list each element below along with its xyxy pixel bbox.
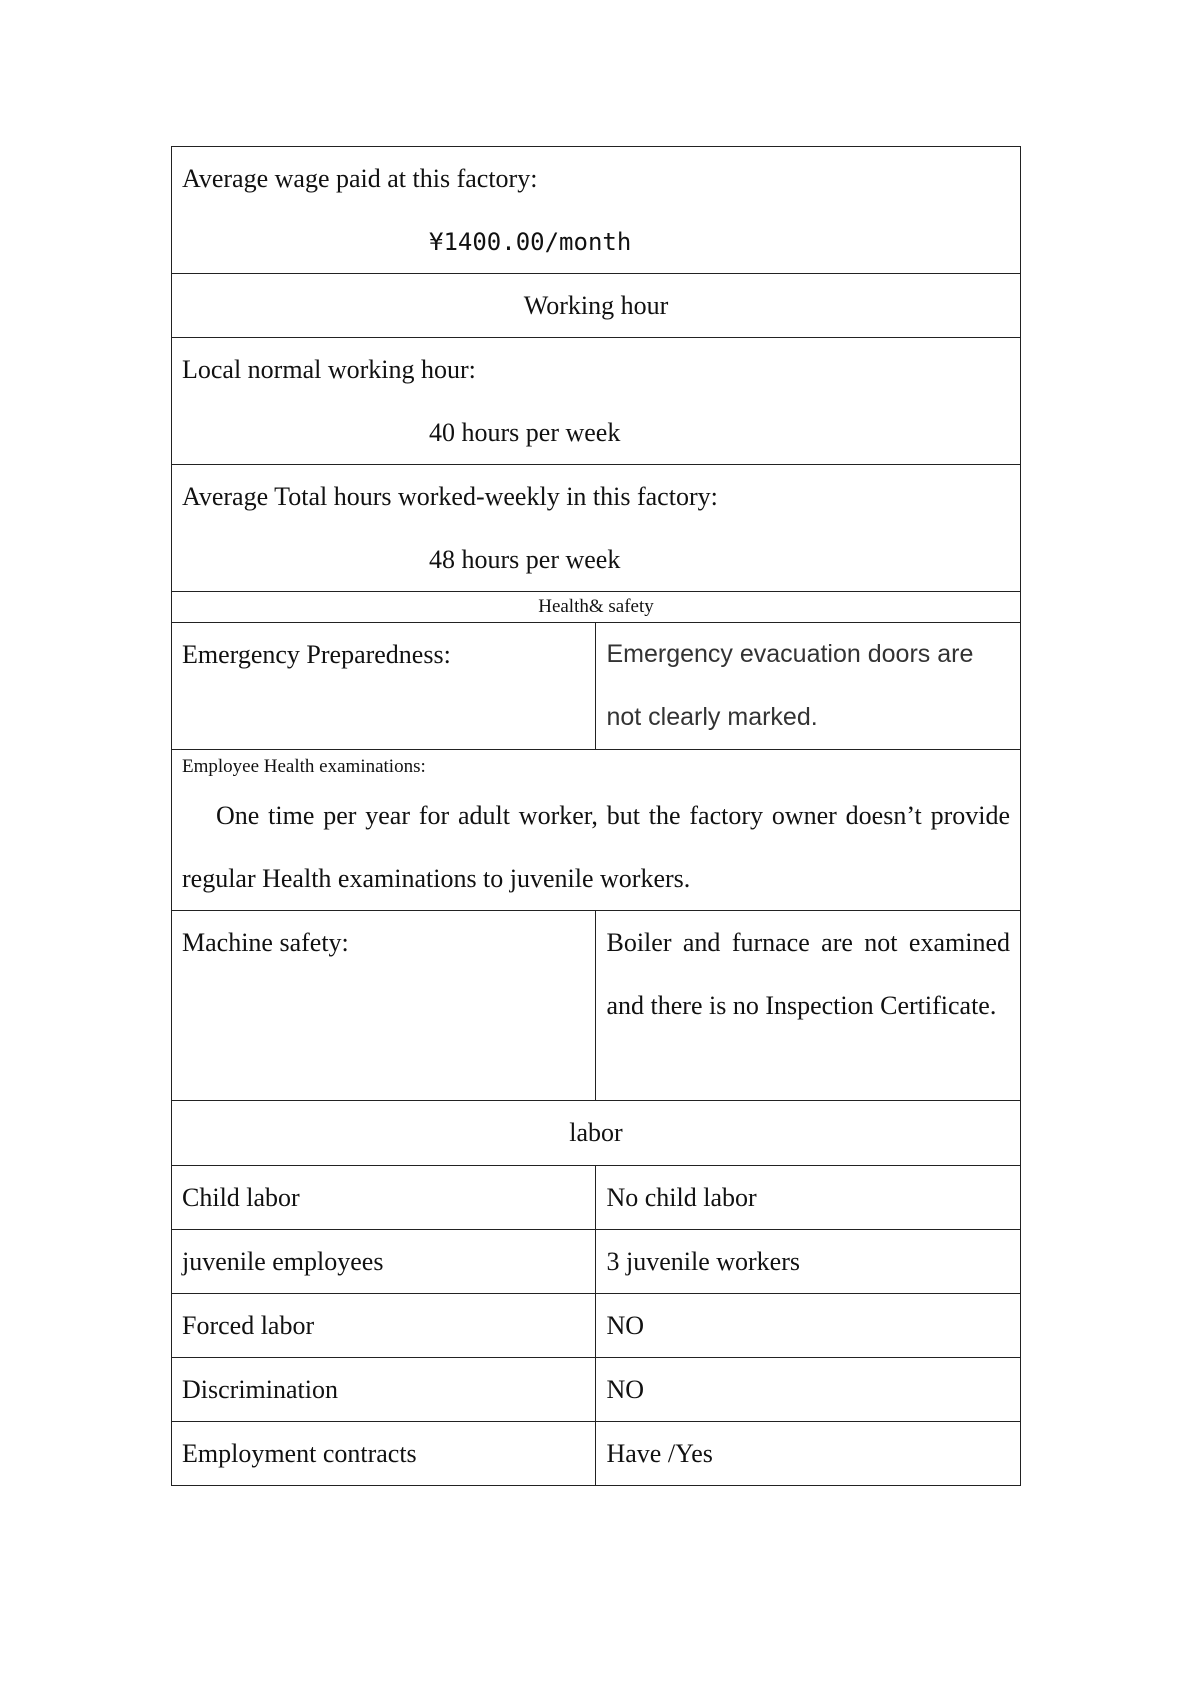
working-hour-heading-row: [172, 274, 1021, 338]
local-hours-label: Local normal working hour:: [182, 355, 476, 384]
machine-safety-value: Boiler and furnace are not examined and there is no Inspection Certificate.: [596, 911, 1021, 1101]
labor-row-contracts: [172, 1422, 1021, 1486]
total-hours-value: 48 hours per week: [429, 545, 621, 574]
labor-row-juvenile: [172, 1230, 1021, 1294]
labor-label-child: Child labor: [172, 1166, 596, 1230]
health-safety-heading-row: [172, 592, 1021, 623]
wage-row: [172, 147, 1021, 274]
labor-row-child: [172, 1166, 1021, 1230]
factory-assessment-table-container: [171, 146, 1021, 1486]
labor-label-contracts: Employment contracts: [172, 1422, 596, 1486]
labor-value-child: No child labor: [596, 1166, 1021, 1230]
labor-value-discrimination: NO: [596, 1358, 1021, 1422]
factory-assessment-table: [171, 146, 1021, 1486]
working-hour-heading: Working hour: [172, 274, 1021, 338]
machine-safety-row: [172, 911, 1021, 1101]
emergency-value: Emergency evacuation doors are not clearly marked.: [596, 623, 1021, 750]
wage-label: Average wage paid at this factory:: [182, 164, 538, 193]
health-exam-cell: [172, 750, 1021, 911]
labor-label-juvenile: juvenile employees: [172, 1230, 596, 1294]
health-exam-label: Employee Health examinations:: [182, 756, 426, 777]
total-hours-row: [172, 465, 1021, 592]
total-hours-label: Average Total hours worked-weekly in this factory:: [182, 482, 718, 511]
labor-row-discrimination: [172, 1358, 1021, 1422]
labor-label-forced: Forced labor: [172, 1294, 596, 1358]
health-safety-heading: Health& safety: [172, 592, 1021, 623]
local-hours-cell: [172, 338, 1021, 465]
labor-value-contracts: Have /Yes: [596, 1422, 1021, 1486]
health-exam-row: [172, 750, 1021, 911]
total-hours-cell: [172, 465, 1021, 592]
local-hours-row: [172, 338, 1021, 465]
emergency-row: [172, 623, 1021, 750]
labor-value-juvenile: 3 juvenile workers: [596, 1230, 1021, 1294]
emergency-label: Emergency Preparedness:: [172, 623, 596, 750]
health-exam-value: One time per year for adult worker, but the factory owner doesn’t provide regular Health examinations to juvenile workers.: [182, 801, 1010, 893]
labor-value-forced: NO: [596, 1294, 1021, 1358]
labor-heading-row: [172, 1101, 1021, 1166]
labor-row-forced: [172, 1294, 1021, 1358]
machine-safety-label: Machine safety:: [172, 911, 596, 1101]
wage-value: ¥1400.00/month: [429, 228, 632, 256]
local-hours-value: 40 hours per week: [429, 418, 621, 447]
labor-heading: labor: [172, 1101, 1021, 1166]
labor-label-discrimination: Discrimination: [172, 1358, 596, 1422]
wage-cell: [172, 147, 1021, 274]
